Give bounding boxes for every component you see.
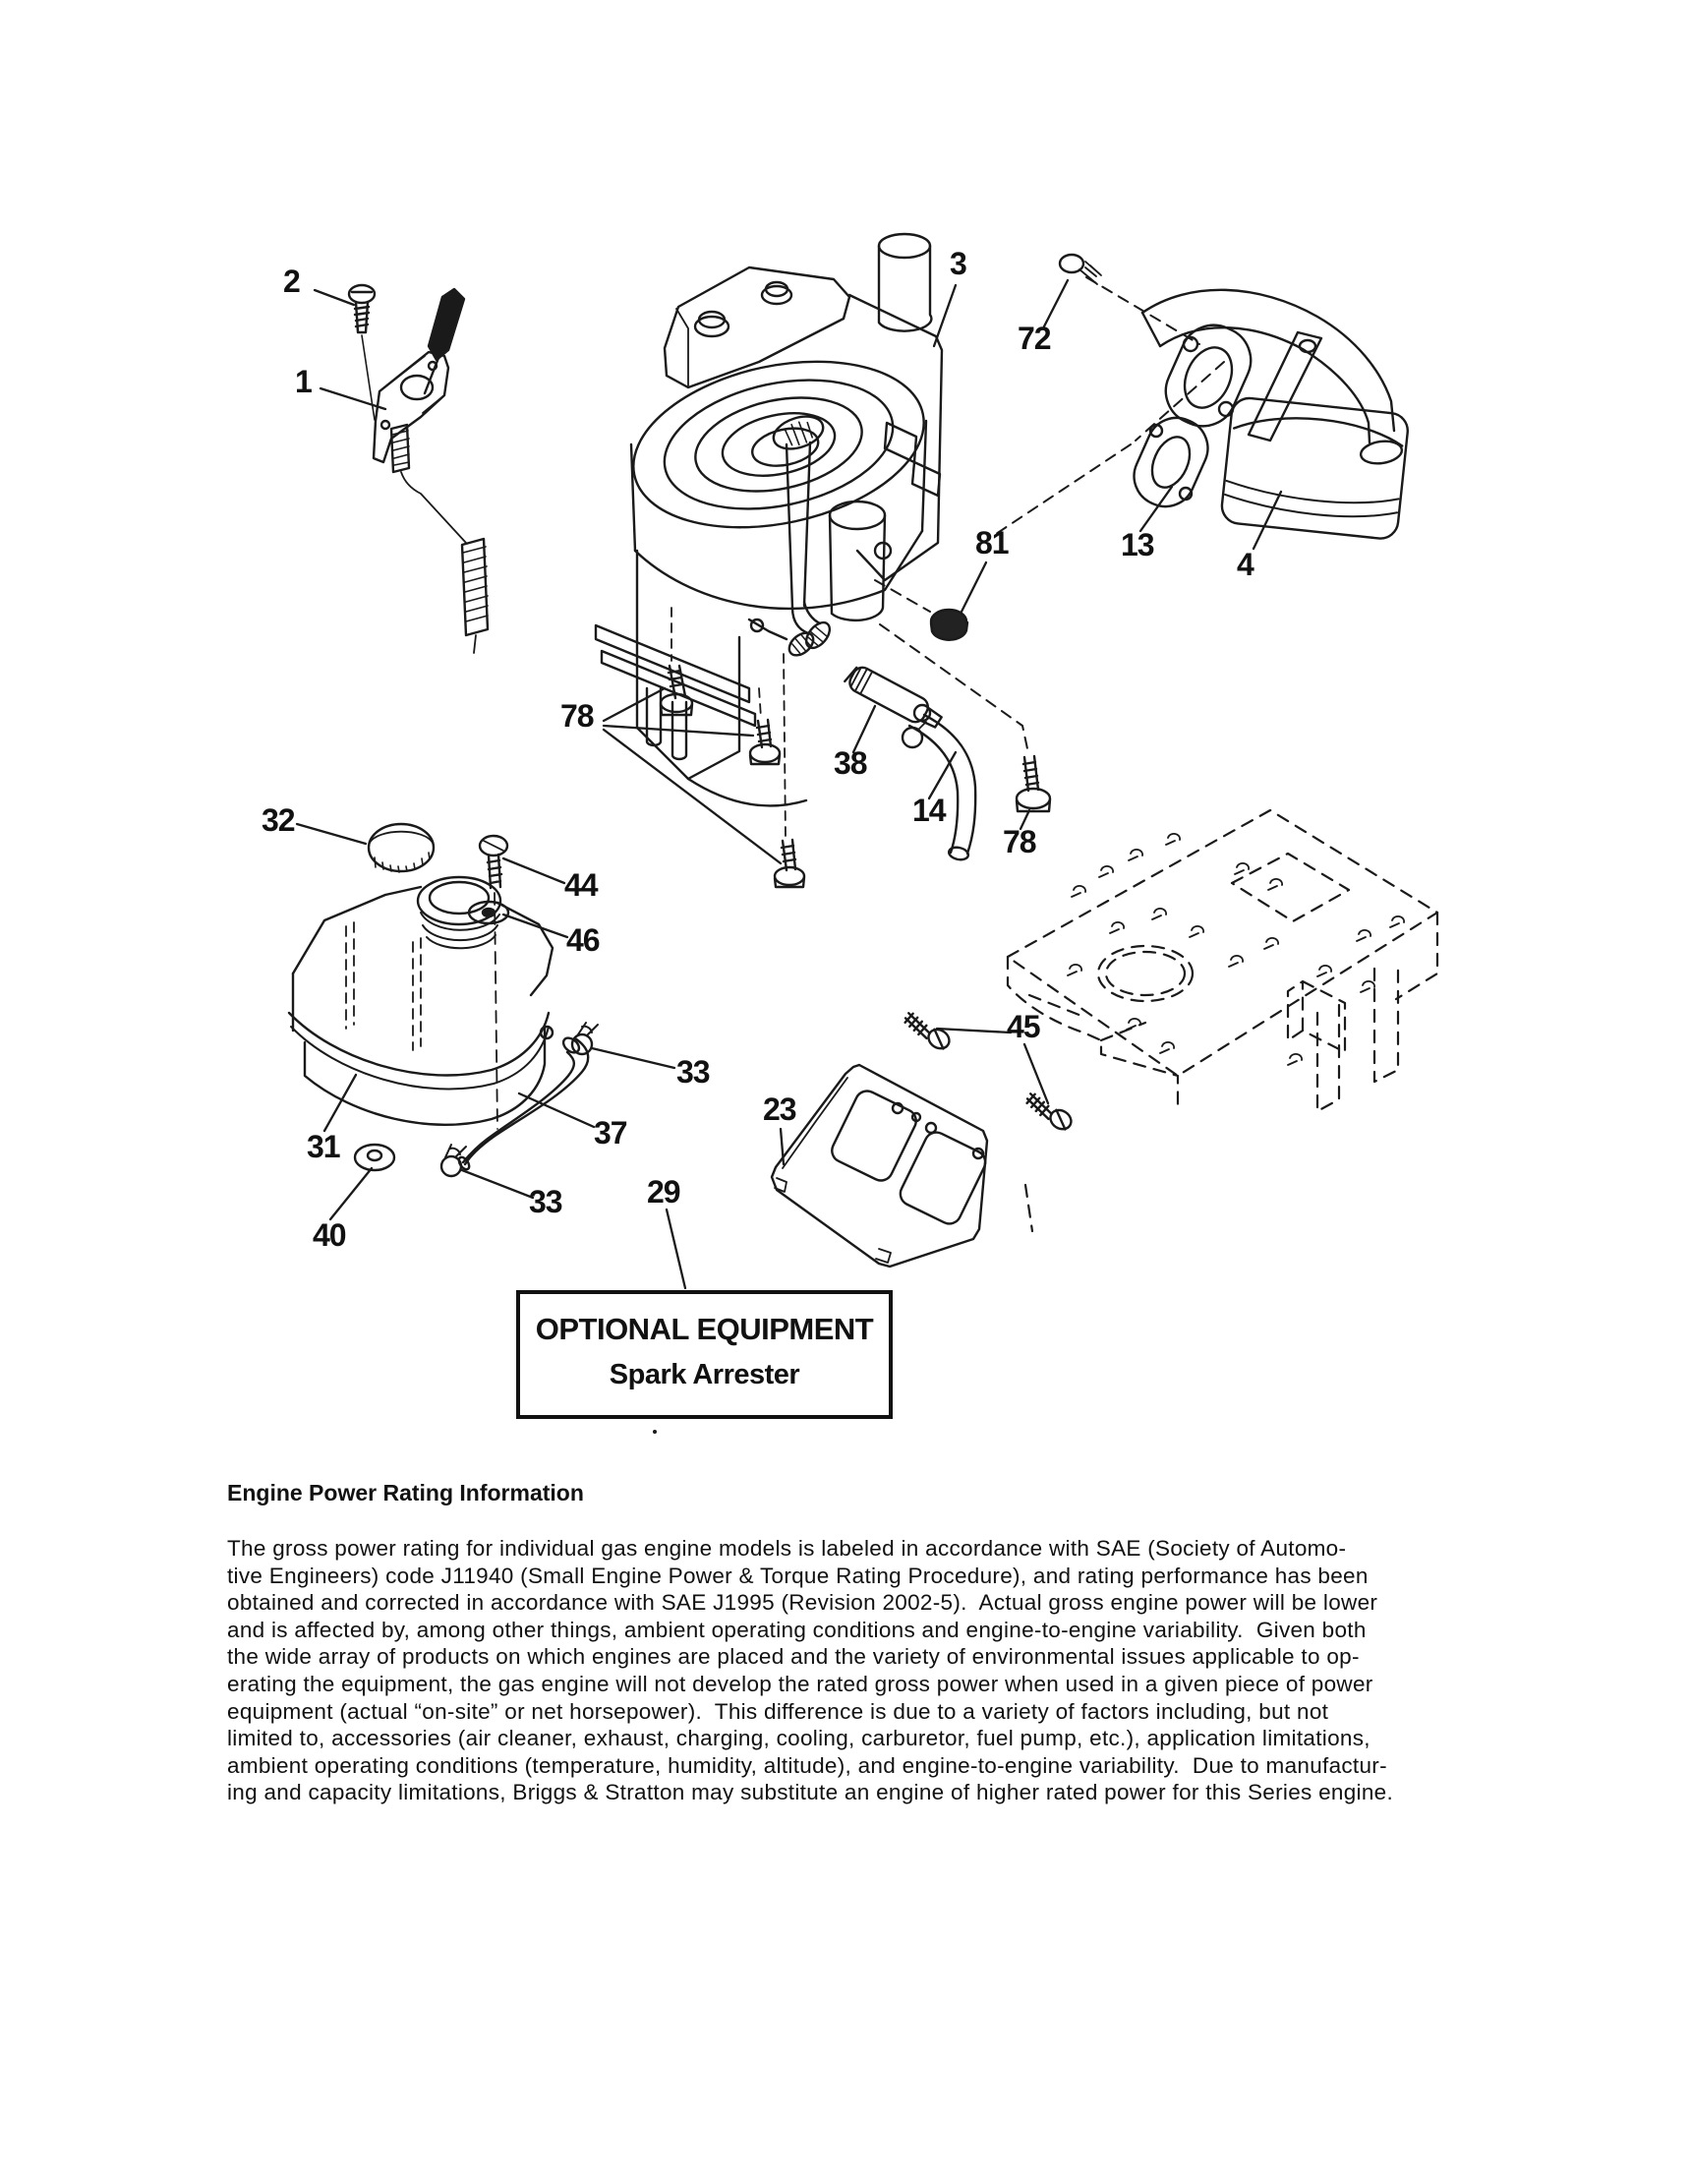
callout-72: 72 bbox=[1018, 321, 1051, 356]
callout-37: 37 bbox=[594, 1115, 627, 1151]
paragraph-line: tive Engineers) code J11940 (Small Engine Power & Torque Rating Procedure), and rating performance has been bbox=[227, 1563, 1369, 1588]
optional-equipment-box bbox=[516, 1290, 893, 1419]
optional-equipment-subtitle: Spark Arrester bbox=[609, 1359, 800, 1390]
optional-equipment-title: OPTIONAL EQUIPMENT bbox=[535, 1312, 874, 1346]
callout-14: 14 bbox=[912, 793, 946, 828]
callout-44: 44 bbox=[564, 867, 598, 903]
leader-lines bbox=[297, 280, 1281, 1434]
callout-2: 2 bbox=[283, 264, 300, 299]
frame-screw-glyphs bbox=[1068, 834, 1404, 1065]
callout-13: 13 bbox=[1121, 527, 1154, 562]
paragraph-line: ing and capacity limitations, Briggs & Stratton may substitute an engine of higher rated power for this Series engine. bbox=[227, 1780, 1394, 1805]
paragraph-line: limited to, accessories (air cleaner, exhaust, charging, cooling, carburetor, fuel pump, etc.), application limitations, bbox=[227, 1726, 1370, 1751]
callout-32: 32 bbox=[262, 802, 295, 838]
callout-33-lower: 33 bbox=[529, 1184, 562, 1219]
callout-23: 23 bbox=[763, 1092, 796, 1127]
paragraph-line: and is affected by, among other things, ambient operating conditions and engine-to-engine variability. Given both bbox=[227, 1617, 1367, 1642]
callout-33-upper: 33 bbox=[676, 1054, 710, 1090]
callout-1: 1 bbox=[295, 364, 312, 399]
paragraph-line: the wide array of products on which engines are placed and the variety of environmental issues applicable to op- bbox=[227, 1644, 1360, 1670]
throttle-control-drawing bbox=[349, 285, 488, 653]
callout-29: 29 bbox=[647, 1174, 680, 1210]
paragraph-line: equipment (actual “on-site” or net horsepower). This difference is due to a variety of factors including, but not bbox=[227, 1698, 1329, 1724]
callout-3: 3 bbox=[950, 246, 966, 281]
callout-45: 45 bbox=[1007, 1009, 1040, 1044]
frame-platform-drawing bbox=[1008, 810, 1437, 1231]
callout-38: 38 bbox=[834, 745, 867, 781]
callout-78-left: 78 bbox=[560, 698, 594, 734]
callout-4: 4 bbox=[1237, 547, 1254, 582]
callout-40: 40 bbox=[313, 1217, 346, 1253]
paragraph-line: erating the equipment, the gas engine will not develop the rated gross power when used in a given piece of power bbox=[227, 1671, 1373, 1696]
muffler-assembly-drawing bbox=[993, 255, 1410, 540]
callout-78-right: 78 bbox=[1003, 824, 1036, 859]
heat-shield-bracket-drawing bbox=[772, 1011, 1075, 1267]
paragraph-line: obtained and corrected in accordance with SAE J1995 (Revision 2002-5). Actual gross engine power will be lower bbox=[227, 1590, 1378, 1616]
callout-81: 81 bbox=[975, 525, 1009, 561]
paragraph-line: The gross power rating for individual gas engine models is labeled in accordance with SAE (Society of Automo- bbox=[227, 1536, 1347, 1561]
callout-31: 31 bbox=[307, 1129, 340, 1164]
info-section-heading: Engine Power Rating Information bbox=[227, 1480, 584, 1505]
callout-46: 46 bbox=[566, 922, 600, 958]
paragraph-line: ambient operating conditions (temperature, humidity, altitude), and engine-to-engine variability. Due to manufactur- bbox=[227, 1752, 1387, 1778]
info-paragraph bbox=[227, 1535, 1422, 1806]
